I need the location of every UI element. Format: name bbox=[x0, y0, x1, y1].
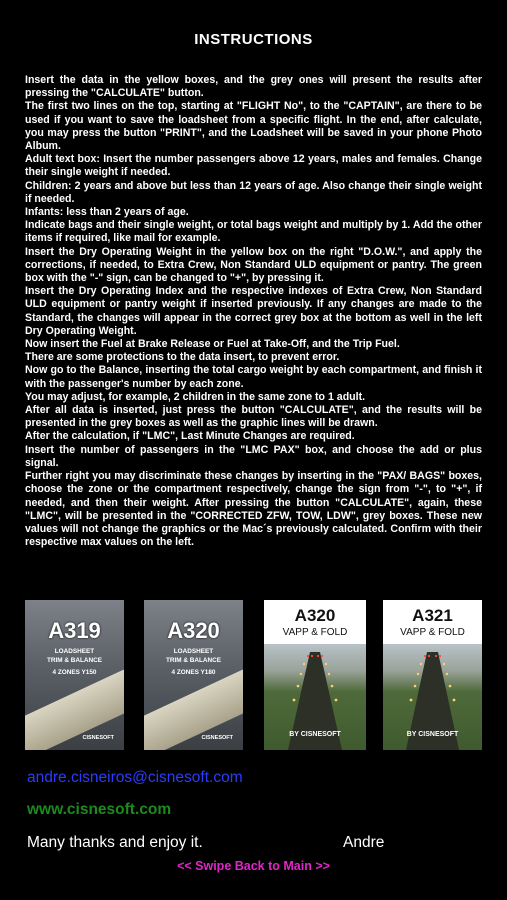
instruction-paragraph: There are some protections to the data insert, to prevent error. bbox=[25, 351, 340, 364]
app-aircraft-name: A319 bbox=[48, 618, 101, 643]
app-subtitle: LOADSHEET bbox=[173, 648, 214, 655]
instruction-paragraph: After the calculation, if "LMC", Last Minute Changes are required. bbox=[25, 430, 355, 443]
instruction-paragraph: Now insert the Fuel at Brake Release or Fuel at Take-Off, and the Trip Fuel. bbox=[25, 338, 400, 351]
app-brand: CISNESOFT bbox=[82, 735, 114, 741]
app-card-a319-loadsheet[interactable] bbox=[25, 600, 124, 750]
website-link[interactable]: www.cisnesoft.com bbox=[27, 801, 172, 818]
instruction-paragraph: Insert the Dry Operating Index and the respective indexes of Extra Crew, Non Standard ULD equipment or pantry weight if inserted previously. If any changes are made to the Standard, the changes will appear in the correct grey box at the bottom as well in the left Dry Operating Weight. bbox=[25, 285, 482, 337]
app-subtitle: TRIM & BALANCE bbox=[165, 657, 222, 664]
app-subtitle: VAPP & FOLD bbox=[400, 627, 465, 638]
app-brand: BY CISNESOFT bbox=[406, 731, 459, 738]
app-card-a321-vapp[interactable] bbox=[383, 600, 482, 750]
app-card-a320-vapp[interactable] bbox=[264, 600, 366, 750]
instruction-paragraph: Insert the Dry Operating Weight in the yellow box on the right "D.O.W.", and apply the corrections, if needed, to Extra Crew, Non Standard ULD equipment or pantry. The green box with the "-" sign, can be changed to "+", by pressing it. bbox=[25, 245, 482, 285]
app-card-a320-loadsheet[interactable] bbox=[144, 600, 243, 750]
instruction-paragraph: Insert the data in the yellow boxes, and the grey ones will present the results after pressing the "CALCULATE" button. bbox=[25, 74, 482, 100]
app-subtitle: 4 ZONES Y180 bbox=[171, 669, 216, 676]
author-name: Andre bbox=[343, 834, 385, 851]
app-subtitle: TRIM & BALANCE bbox=[46, 657, 103, 664]
instruction-paragraph: Further right you may discriminate these changes by inserting in the "PAX/ BAGS" boxes, choose the zone or the compartment respectively, change the sign from "-", to "+", if needed, and then their weight. After pressing the button "CALCULATE", again, these "LMC", will be presented in the "CORRECTED ZFW, TOW, LDW", grey boxes. These new values will not change the graphics or the Mac´s previously calculated. Confirm with their respective max values on the left. bbox=[25, 470, 482, 549]
app-aircraft-name: A320 bbox=[294, 606, 336, 625]
instruction-paragraph: After all data is inserted, just press the button "CALCULATE", and the results will be presented in the grey boxes as well as the graphic lines will be drawn. bbox=[25, 404, 482, 430]
instruction-paragraph: The first two lines on the top, starting at "FLIGHT No", to the "CAPTAIN", are there to be used if you want to save the loadsheet from a specific flight. In the end, after calculate, you may press the button "PRINT", and the Loadsheet will be saved in your phone Photo Album. bbox=[25, 100, 482, 153]
instruction-paragraph: Infants: less than 2 years of age. bbox=[25, 206, 189, 219]
app-subtitle: 4 ZONES Y150 bbox=[52, 669, 97, 676]
instruction-paragraph: You may adjust, for example, 2 children in the same zone to 1 adult. bbox=[25, 390, 366, 403]
app-brand: CISNESOFT bbox=[201, 735, 233, 741]
swipe-back-link[interactable]: << Swipe Back to Main >> bbox=[177, 859, 330, 873]
app-aircraft-name: A320 bbox=[167, 618, 220, 643]
instruction-paragraph: Now go to the Balance, inserting the total cargo weight by each compartment, and finish it with the passenger's number by each zone. bbox=[25, 364, 482, 390]
instruction-paragraph: Adult text box: Insert the number passengers above 12 years, males and females. Change their single weight if needed. bbox=[25, 153, 482, 179]
app-brand: BY CISNESOFT bbox=[289, 731, 341, 738]
app-subtitle: VAPP & FOLD bbox=[282, 627, 348, 638]
app-aircraft-name: A321 bbox=[412, 606, 453, 625]
page-title: INSTRUCTIONS bbox=[194, 31, 313, 48]
email-link[interactable]: andre.cisneiros@cisnesoft.com bbox=[27, 769, 243, 786]
instruction-paragraph: Insert the number of passengers in the "LMC PAX" box, and choose the add or plus signal. bbox=[25, 443, 482, 469]
app-promo-row bbox=[25, 600, 482, 750]
app-subtitle: LOADSHEET bbox=[54, 648, 95, 655]
instructions-text bbox=[25, 74, 482, 549]
thanks-text: Many thanks and enjoy it. bbox=[27, 834, 203, 851]
instruction-paragraph: Indicate bags and their single weight, or total bags weight and multiply by 1. Add the other items if required, like mail for example. bbox=[25, 219, 482, 245]
instruction-paragraph: Children: 2 years and above but less than 12 years of age. Also change their single weight if needed. bbox=[25, 179, 482, 205]
